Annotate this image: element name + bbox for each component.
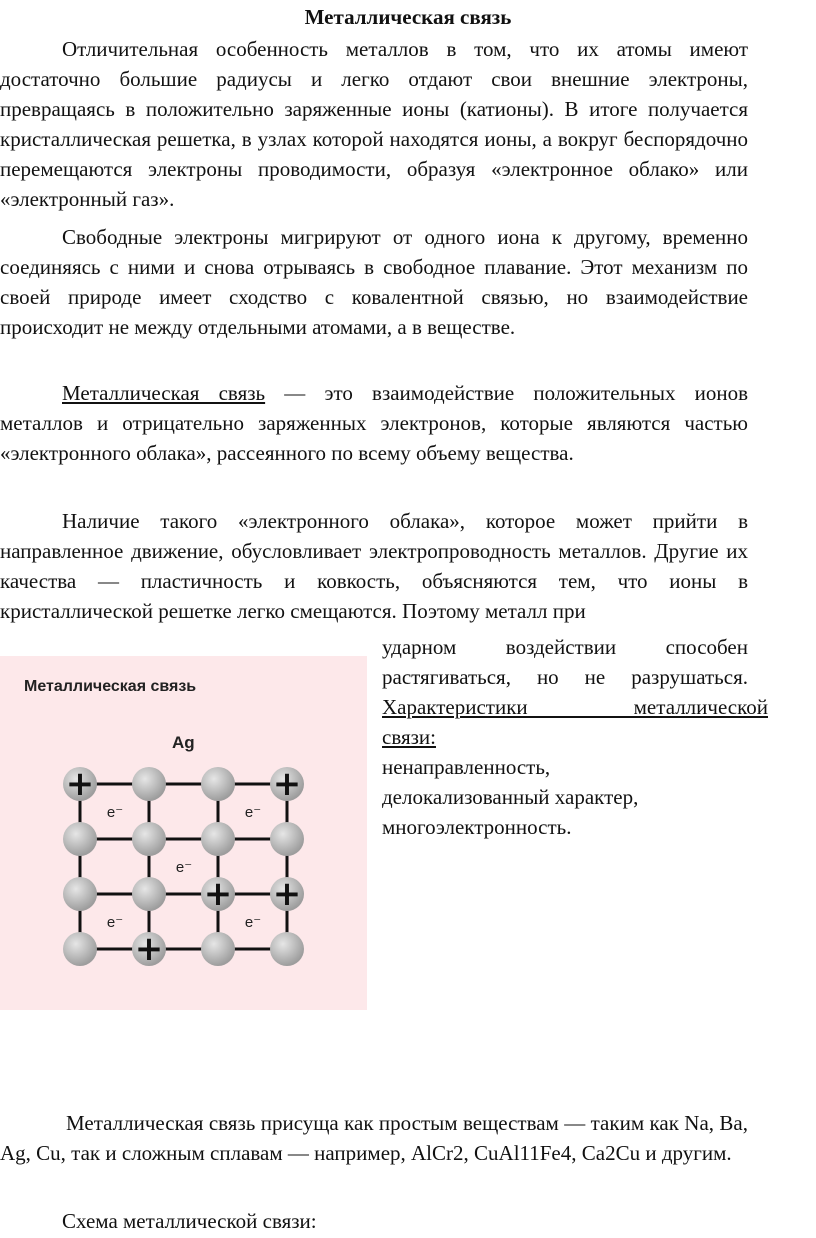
paragraph-electron-cloud: Наличие такого «электронного облака», которое может прийти в направленное движение, обусловливает электропроводность металлов. Другие их качества — пластичность и ковкость, объясняются тем, что ионы в кристаллической решетке легко смещаются. Поэтому металл при bbox=[0, 509, 748, 623]
ion-sphere bbox=[132, 767, 166, 801]
figure-title: Металлическая связь bbox=[24, 678, 197, 695]
ion-sphere bbox=[63, 877, 97, 911]
ion-sphere bbox=[132, 877, 166, 911]
electron-labels bbox=[107, 804, 261, 931]
characteristic-item: ненаправленность, bbox=[382, 755, 551, 779]
ion-sphere bbox=[201, 932, 235, 966]
positive-charge-sign: + bbox=[203, 874, 233, 914]
electron-label: e⁻ bbox=[244, 804, 262, 821]
positive-charge-sign: + bbox=[134, 929, 164, 969]
paragraph-scheme: Схема металлической связи: bbox=[62, 1209, 317, 1233]
ion-sphere bbox=[63, 822, 97, 856]
ion-sphere bbox=[270, 822, 304, 856]
page-title: Металлическая связь bbox=[304, 5, 512, 29]
electron-label: e⁻ bbox=[106, 804, 124, 821]
paragraph-definition bbox=[0, 378, 748, 468]
paragraph-intro: Отличительная особенность металлов в том, что их атомы имеют достаточно большие радиусы и легко отдают свои внешние электроны, превращаясь в положительно заряженные ионы (катионы). В итоге получается кристаллическая решетка, в узлах которой находятся ионы, а вокруг беспорядочно перемещаются электроны проводимости, образуя «электронное облако» или «электронный газ». bbox=[0, 37, 748, 211]
positive-charge-sign: + bbox=[65, 764, 95, 804]
lattice-diagram bbox=[0, 656, 367, 1010]
definition-term: Металлическая связь bbox=[62, 381, 266, 405]
electron-label: e⁻ bbox=[175, 859, 193, 876]
characteristic-item: многоэлектронность. bbox=[382, 815, 572, 839]
ion-sphere bbox=[201, 822, 235, 856]
side-continuation: ударном воздействии способен растягиваться, но не разрушаться. bbox=[382, 635, 748, 689]
positive-charge-sign: + bbox=[272, 764, 302, 804]
ion-sphere bbox=[63, 932, 97, 966]
electron-label: e⁻ bbox=[244, 914, 262, 931]
characteristics-heading: Характеристики металлической bbox=[382, 695, 768, 719]
positive-charge-sign: + bbox=[272, 874, 302, 914]
electron-label: e⁻ bbox=[106, 914, 124, 931]
ion-sphere bbox=[201, 767, 235, 801]
ion-sphere bbox=[132, 822, 166, 856]
paragraph-examples: Металлическая связь присуща как простым веществам — таким как Na, Ba, Ag, Cu, так и сложным сплавам — например, AlCr2, CuAl11Fe4, Ca2Cu и другим. bbox=[0, 1111, 748, 1165]
ion-sphere bbox=[270, 932, 304, 966]
definition-text: — это взаимодействие положительных ионов металлов и отрицательно заряженных электронов, которые являются частью «электронного облака», рассеянного по всему объему вещества. bbox=[0, 381, 748, 465]
side-column bbox=[382, 632, 768, 842]
metallic-bond-figure bbox=[0, 656, 367, 1010]
characteristics-heading-end: связи: bbox=[382, 725, 436, 749]
figure-element-label: Ag bbox=[172, 733, 195, 752]
paragraph-free-electrons: Свободные электроны мигрируют от одного иона к другому, временно соединяясь с ними и снова отрываясь в свободное плавание. Этот механизм по своей природе имеет сходство с ковалентной связью, но взаимодействие происходит не между отдельными атомами, а в веществе. bbox=[0, 225, 748, 339]
characteristic-item: делокализованный характер, bbox=[382, 785, 639, 809]
